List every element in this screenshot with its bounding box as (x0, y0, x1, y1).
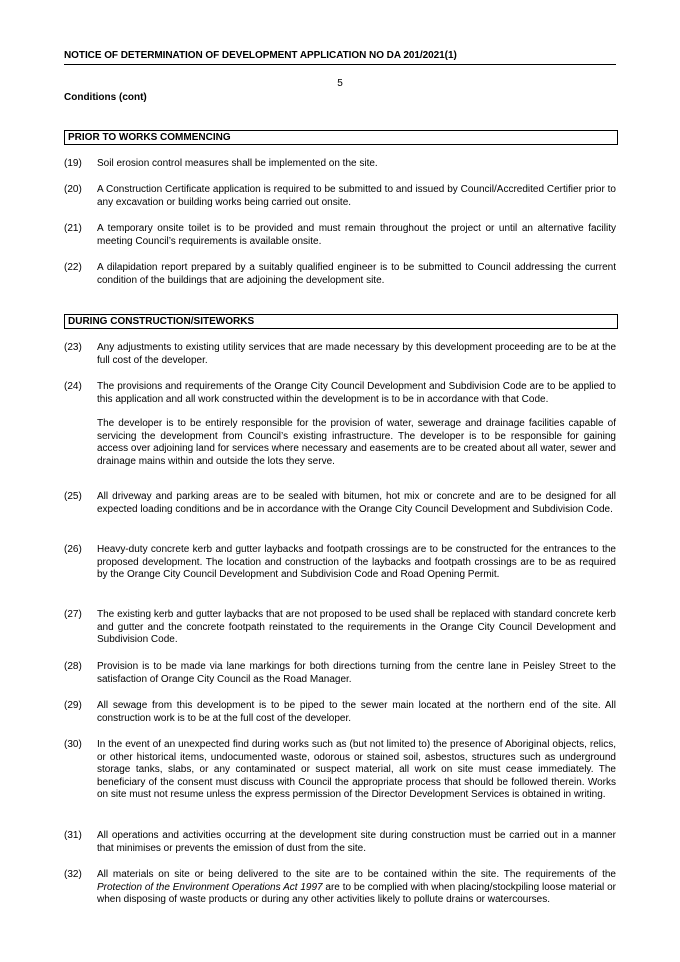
condition-number: (25) (64, 491, 82, 502)
condition-number: (24) (64, 381, 82, 392)
condition-item (64, 661, 616, 686)
condition-text-continued: The developer is to be entirely responsible for the provision of water, sewerage and drainage facilities capable of servicing the development from Council’s existing infrastructure. The developer is to be responsible for gaining access over adjoining land for services where necessary and easements are to be created about all water, sewer and drainage mains within and outside the lots they serve. (97, 418, 616, 467)
condition-number: (32) (64, 869, 82, 880)
condition-text: The provisions and requirements of the Orange City Council Development and Subdivision Code are to be applied to this application and all work constructed within the development is to be in accordance with that Code. (97, 381, 616, 405)
condition-number: (23) (64, 342, 82, 353)
condition-text: All sewage from this development is to be piped to the sewer main located at the northern end of the site. All construction work is to be at the full cost of the developer. (97, 700, 616, 724)
condition-number: (22) (64, 262, 82, 273)
condition-item (64, 544, 616, 582)
document-title: NOTICE OF DETERMINATION OF DEVELOPMENT APPLICATION NO DA 201/2021(1) (64, 50, 616, 65)
condition-number: (30) (64, 739, 82, 750)
condition-item (64, 609, 616, 647)
condition-text: The existing kerb and gutter laybacks that are not proposed to be used shall be replaced with standard concrete kerb and gutter and the concrete footpath reinstated to the requirements in the Orange City Council Development and Subdivision Code. (97, 609, 616, 646)
condition-number: (31) (64, 830, 82, 841)
condition-text: Provision is to be made via lane markings for both directions turning from the centre lane in Peisley Street to the satisfaction of Orange City Council as the Road Manager. (97, 661, 616, 685)
condition-text: A temporary onsite toilet is to be provided and must remain throughout the project or until an alternative facility meeting Council’s requirements is available onsite. (97, 223, 616, 247)
condition-item (64, 700, 616, 725)
condition-text: Heavy-duty concrete kerb and gutter laybacks and footpath crossings are to be constructed for the entrances to the proposed development. The location and construction of the laybacks and footpath crossings are to be as required by the Orange City Council Development and Subdivision Code and Road Opening Permit. (97, 544, 616, 581)
condition-item (64, 830, 616, 855)
condition-text: All driveway and parking areas are to be sealed with bitumen, hot mix or concrete and are to be designed for all expected loading conditions and be in accordance with the Orange City Council Development and Subdivision Code. (97, 491, 616, 515)
conditions-heading: Conditions (cont) (64, 92, 147, 103)
condition-item (64, 262, 616, 287)
act-title: Protection of the Environment Operations Act 1997 (97, 881, 323, 893)
condition-item (64, 869, 616, 907)
condition-item (64, 342, 616, 367)
condition-number: (26) (64, 544, 82, 555)
condition-text: A dilapidation report prepared by a suitably qualified engineer is to be submitted to Council addressing the current condition of the buildings that are adjoining the development site. (97, 262, 616, 286)
condition-number: (27) (64, 609, 82, 620)
condition-item (64, 158, 616, 171)
condition-item (64, 491, 616, 516)
condition-number: (29) (64, 700, 82, 711)
condition-text: All operations and activities occurring at the development site during construction must be carried out in a manner that minimises or prevents the emission of dust from the site. (97, 830, 616, 854)
condition-item (64, 223, 616, 248)
section-heading-prior-to-works: PRIOR TO WORKS COMMENCING (64, 130, 618, 145)
condition-item (64, 739, 616, 802)
condition-item (64, 381, 616, 469)
section-heading-during-construction: DURING CONSTRUCTION/SITEWORKS (64, 314, 618, 329)
condition-text: In the event of an unexpected find during works such as (but not limited to) the presence of Aboriginal objects, relics, or other historical items, undocumented waste, odorous or stained soil, asbestos, structures such as underground storage tanks, slabs, or any contaminated or suspect material, all work on site must cease immediately. The beneficiary of the consent must discuss with Council the appropriate process that should be followed therein. Works on site must not resume unless the express permission of the Director Development Services is obtained in writing. (97, 739, 616, 801)
condition-number: (19) (64, 158, 82, 169)
condition-number: (21) (64, 223, 82, 234)
condition-number: (28) (64, 661, 82, 672)
condition-item (64, 184, 616, 209)
condition-text: Any adjustments to existing utility services that are made necessary by this development proceeding are to be at the full cost of the developer. (97, 342, 616, 366)
page-number: 5 (337, 78, 343, 89)
condition-text: Soil erosion control measures shall be implemented on the site. (97, 158, 378, 169)
condition-number: (20) (64, 184, 82, 195)
condition-text: All materials on site or being delivered to the site are to be contained within the site. The requirements of the Protection of the Environment Operations Act 1997 are to be complied with when placing/stockpiling loose material or when disposing of waste products or during any other activities likely to pollute drains or watercourses. (97, 869, 616, 906)
condition-text: A Construction Certificate application is required to be submitted to and issued by Council/Accredited Certifier prior to any excavation or building works being carried out onsite. (97, 184, 616, 208)
